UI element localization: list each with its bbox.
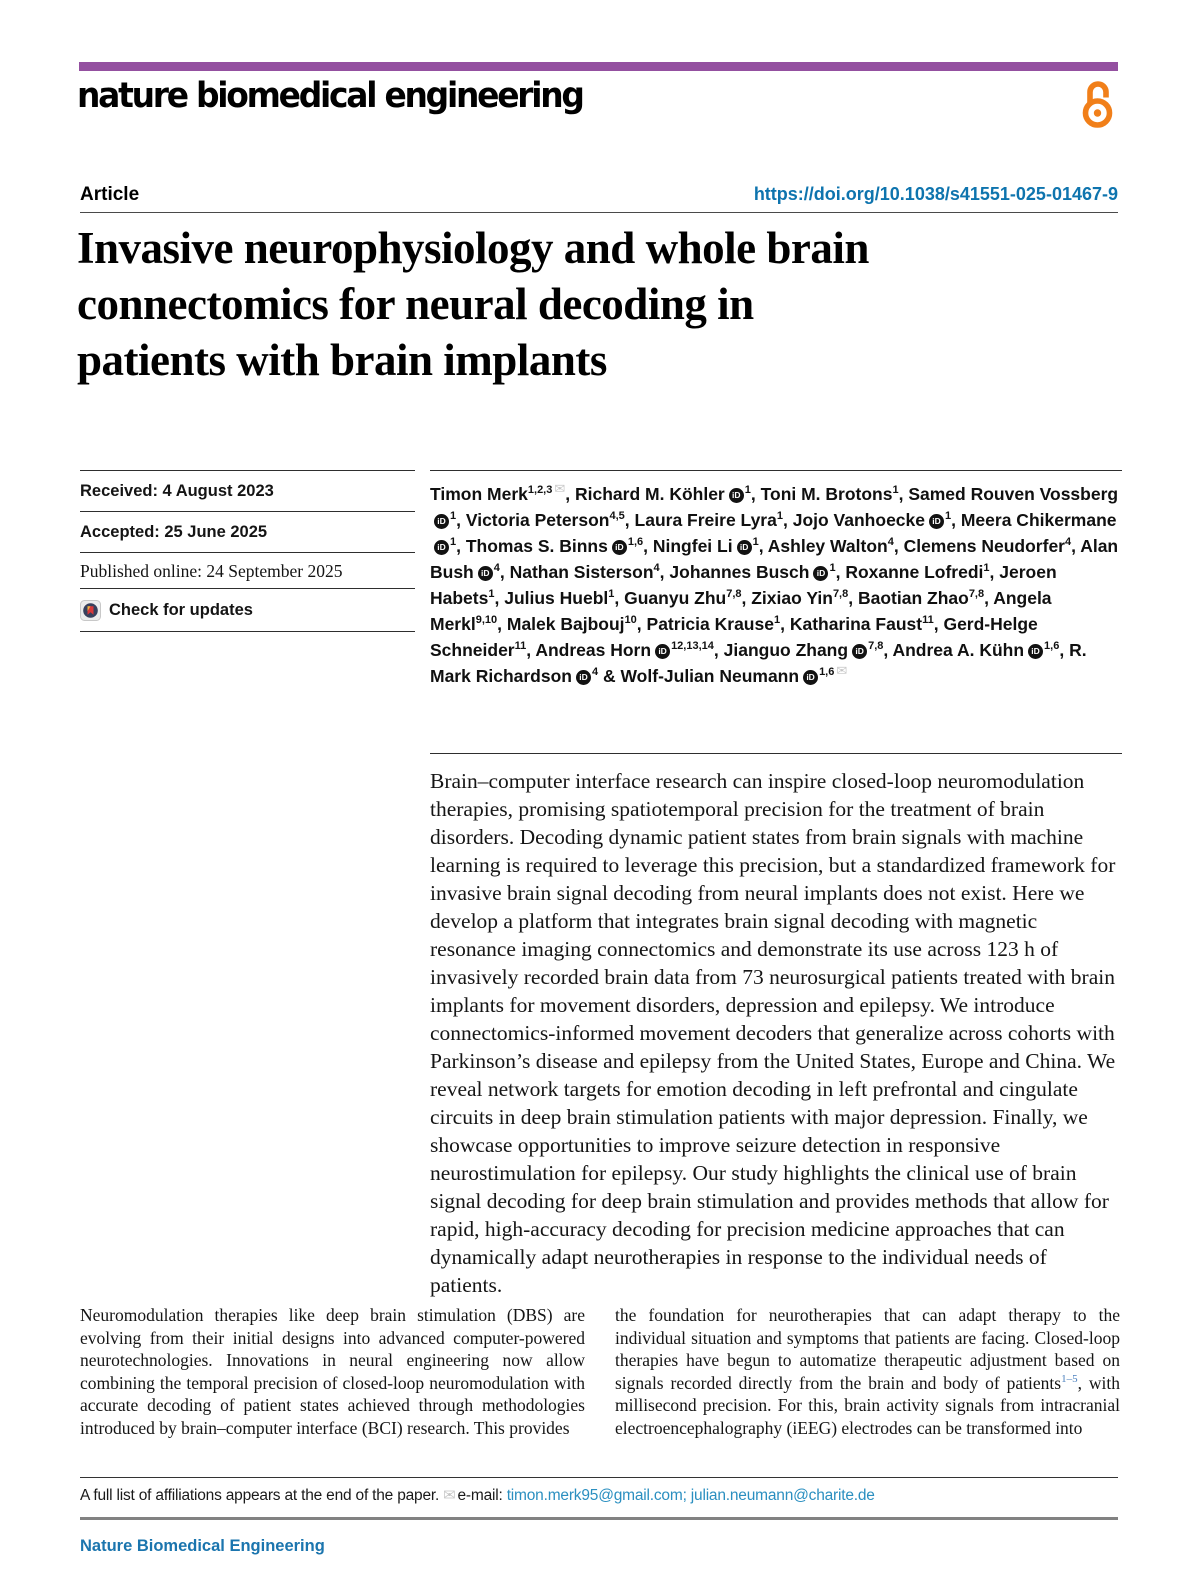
introduction-text	[80, 1304, 1120, 1439]
email-separator: ;	[682, 1487, 691, 1504]
intro-column-right: the foundation for neurotherapies that can adapt therapy to the individual situation and symptoms that patients are facing. Closed-loop therapies have begun to automatize therapeutic adjustment based on signals recorded directly from the brain and body of patients$^{1-5}$, with millisecond precision. For this, brain activity signals from intracranial electroencephalography (iEEG) electrodes can be transformed into	[615, 1305, 1120, 1438]
affiliation-superscript: 1,6	[819, 666, 835, 679]
affiliation-superscript: 1	[744, 484, 751, 497]
affiliation-superscript: 7,8	[726, 588, 742, 601]
affiliation-superscript: 4	[591, 666, 599, 679]
author-list: Timon Merk$^{1,2,3}$ ✉, Richard M. Köhler iD $^1$, Toni M. Brotons$^1$, Samed Rouven VossbergiD $^1$, Victoria Peterson$^{4,5}$, Laura Freire Lyra$^1$, Jojo Vanhoecke iD $^1$, Meera ChikermaneiD $^1$, Thomas S. Binns iD $^{1,6}$, Ningfei Li iD $^1$, Ashley Walton$^4$, Clemens Neudorfer$^4$, Alan Bush iD $^4$, Nathan Sisterson$^4$, Johannes Busch iD $^1$, Roxanne Lofredi$^1$, Jeroen Habets$^1$, Julius Huebl$^1$, Guanyu Zhu$^{7,8}$, Zixiao Yin$^{7,8}$, Baotian Zhao$^{7,8}$, Angela Merkl$^{9,10}$, Malek Bajbouj$^{10}$, Patricia Krause$^1$, Katharina Faust$^{11}$, Gerd-Helge Schneider$^{11}$, Andreas Horn iD $^{12,13,14}$, Jianguo Zhang iD $^{7,8}$, Andrea A. Kühn iD $^{1,6}$, R. Mark Richardson iD $^4$ & Wolf-Julian Neumann iD $^{1,6}$ ✉	[430, 470, 1122, 689]
check-for-updates-button[interactable]	[80, 588, 415, 632]
author: Laura Freire Lyra$^1$	[634, 510, 783, 530]
affiliation-superscript: 1,6	[1044, 640, 1060, 653]
author: Guanyu Zhu$^{7,8}$	[624, 588, 742, 608]
email-link-2[interactable]: julian.neumann@charite.de	[690, 1487, 875, 1504]
affiliation-superscript: 7,8	[868, 640, 884, 653]
open-access-icon	[1079, 78, 1116, 135]
affiliation-superscript: 1	[450, 510, 457, 523]
article-header-row	[80, 184, 1118, 206]
author: Jianguo Zhang iD $^{7,8}$	[723, 640, 884, 660]
author: Clemens Neudorfer$^4$	[903, 536, 1072, 556]
title-line-2: connectomics for neural decoding in	[77, 279, 754, 329]
author: Thomas S. Binns iD $^{1,6}$	[465, 536, 644, 556]
affiliation-superscript: 11	[922, 614, 934, 627]
crossmark-icon	[80, 600, 101, 621]
orcid-icon[interactable]: iD	[803, 670, 818, 685]
author: Johannes Busch iD $^1$	[669, 562, 836, 582]
envelope-icon: ✉	[443, 1487, 456, 1504]
masthead-accent-bar	[79, 62, 1118, 71]
affiliation-superscript: 1	[488, 588, 495, 601]
article-type-label: Article	[80, 184, 140, 205]
orcid-icon[interactable]: iD	[737, 540, 752, 555]
header-divider	[80, 212, 1118, 213]
author: Timon Merk$^{1,2,3}$ ✉	[430, 481, 566, 504]
citation-link[interactable]: 1–5	[1061, 1372, 1078, 1385]
orcid-icon[interactable]: iD	[576, 670, 591, 685]
affiliation-superscript: 7,8	[968, 588, 985, 601]
author: Nathan Sisterson$^4$	[509, 562, 660, 582]
affiliation-superscript: 1	[983, 562, 990, 575]
orcid-icon[interactable]: iD	[852, 644, 867, 659]
author: Gerd-Helge Schneider$^{11}$	[430, 614, 1038, 660]
affiliation-superscript: 12,13,14	[671, 640, 714, 653]
author: Malek Bajbouj$^{10}$	[506, 614, 637, 634]
title-line-3: patients with brain implants	[77, 335, 607, 385]
footer-divider-thin	[80, 1477, 1118, 1478]
author: Wolf-Julian Neumann iD $^{1,6}$ ✉	[620, 663, 848, 686]
affiliation-superscript: 1	[752, 536, 759, 549]
author: Andreas Horn iD $^{12,13,14}$	[535, 640, 714, 660]
author: Ashley Walton$^4$	[767, 536, 894, 556]
affiliation-superscript: 7,8	[832, 588, 849, 601]
article-history	[80, 470, 415, 632]
author: Zixiao Yin$^{7,8}$	[751, 588, 849, 608]
email-label: e-mail:	[457, 1487, 507, 1504]
affiliation-superscript: 1,2,3	[527, 484, 553, 497]
journal-name-footer: Nature Biomedical Engineering	[80, 1537, 325, 1555]
envelope-icon[interactable]: ✉	[836, 663, 848, 679]
orcid-icon[interactable]: iD	[655, 644, 670, 659]
doi-link[interactable]: https://doi.org/10.1038/s41551-025-01467-9	[753, 184, 1118, 204]
check-for-updates-label: Check for updates	[109, 601, 253, 620]
affiliation-superscript: 4	[653, 562, 660, 575]
orcid-icon[interactable]: iD	[729, 488, 744, 503]
affiliation-superscript: 1	[945, 510, 952, 523]
orcid-icon[interactable]: iD	[612, 540, 627, 555]
author: Jeroen Habets$^1$	[430, 562, 1057, 608]
article-title	[77, 220, 1087, 388]
author: Jojo Vanhoecke iD $^1$	[792, 510, 952, 530]
author: Toni M. Brotons$^1$	[760, 484, 899, 504]
author: R. Mark Richardson iD $^4$	[430, 640, 1087, 686]
envelope-icon[interactable]: ✉	[554, 481, 566, 497]
orcid-icon[interactable]: iD	[813, 566, 828, 581]
affiliation-superscript: 4	[1065, 536, 1072, 549]
author: Meera ChikermaneiD $^1$	[430, 510, 1117, 556]
orcid-icon[interactable]: iD	[478, 566, 493, 581]
affiliation-superscript: 1	[450, 536, 457, 549]
affiliation-superscript: 1,6	[627, 536, 644, 549]
affiliation-superscript: 1	[776, 510, 783, 523]
affiliations-note	[80, 1486, 1118, 1505]
journal-logo: nature biomedical engineering	[77, 76, 583, 116]
affiliation-superscript: 1	[773, 614, 781, 627]
accepted-date: Accepted: 25 June 2025	[80, 511, 415, 552]
affiliation-superscript: 11	[514, 640, 527, 653]
orcid-icon[interactable]: iD	[929, 514, 944, 529]
intro-column-left: Neuromodulation therapies like deep brain stimulation (DBS) are evolving from their initial designs into advanced computer-powered neurotechnologies. Innovations in neural engineering now allow combining the temporal precision of closed-loop neuromodulation with accurate decoding of patient states achieved through methodologies introduced by brain–computer interface (BCI) research. This provides	[80, 1305, 585, 1438]
author: Roxanne Lofredi$^1$	[845, 562, 990, 582]
author: Patricia Krause$^1$	[646, 614, 781, 634]
orcid-icon[interactable]: iD	[434, 540, 449, 555]
published-date: Published online: 24 September 2025	[80, 552, 415, 588]
author: Angela Merkl$^{9,10}$	[430, 588, 1052, 634]
author: Alan Bush iD $^4$	[430, 536, 1119, 582]
affiliation-superscript: 10	[624, 614, 637, 627]
orcid-icon[interactable]: iD	[1028, 644, 1043, 659]
received-date: Received: 4 August 2023	[80, 470, 415, 511]
affiliation-superscript: 4	[887, 536, 894, 549]
author: Katharina Faust$^{11}$	[789, 614, 934, 634]
email-link-1[interactable]: timon.merk95@gmail.com	[506, 1487, 683, 1504]
author: Ningfei Li iD $^1$	[652, 536, 759, 556]
orcid-icon[interactable]: iD	[434, 514, 449, 529]
author: Samed Rouven VossbergiD $^1$	[430, 484, 1118, 530]
title-line-1: Invasive neurophysiology and whole brain	[77, 223, 869, 273]
abstract: Brain–computer interface research can inspire closed-loop neuromodulation therapies, promising spatiotemporal precision for the treatment of brain disorders. Decoding dynamic patient states from brain signals with machine learning is required to leverage this precision, but a standardized framework for invasive brain signal decoding from neural implants does not exist. Here we develop a platform that integrates brain signal decoding with magnetic resonance imaging connectomics and demonstrate its use across 123 h of invasively recorded brain data from 73 neurosurgical patients treated with brain implants for movement disorders, depression and epilepsy. We introduce connectomics-informed movement decoders that generalize across cohorts with Parkinson’s disease and epilepsy from the United States, Europe and China. We reveal network targets for emotion decoding in left prefrontal and cingulate circuits in deep brain stimulation patients with major depression. Finally, we showcase opportunities to improve seizure detection in responsive neurostimulation for epilepsy. Our study highlights the clinical use of brain signal decoding for deep brain stimulation and provides methods that allow for rapid, high-accuracy decoding for precision medicine approaches that can dynamically adapt neurotherapies in response to the individual needs of patients.	[430, 753, 1122, 1299]
affiliation-superscript: 1	[829, 562, 836, 575]
affiliation-superscript: 1	[608, 588, 615, 601]
author: Victoria Peterson$^{4,5}$	[465, 510, 625, 530]
author: Baotian Zhao$^{7,8}$	[857, 588, 985, 608]
affiliation-superscript: 4	[493, 562, 500, 575]
author: Andrea A. Kühn iD $^{1,6}$	[892, 640, 1060, 660]
affiliation-superscript: 9,10	[475, 614, 498, 627]
author: Richard M. Köhler iD $^1$	[575, 484, 751, 504]
author: Julius Huebl$^1$	[504, 588, 615, 608]
affiliations-text: A full list of affiliations appears at the end of the paper.	[80, 1487, 440, 1504]
affiliation-superscript: 1	[892, 484, 899, 497]
footer-divider-thick	[80, 1517, 1118, 1520]
affiliation-superscript: 4,5	[609, 510, 625, 523]
